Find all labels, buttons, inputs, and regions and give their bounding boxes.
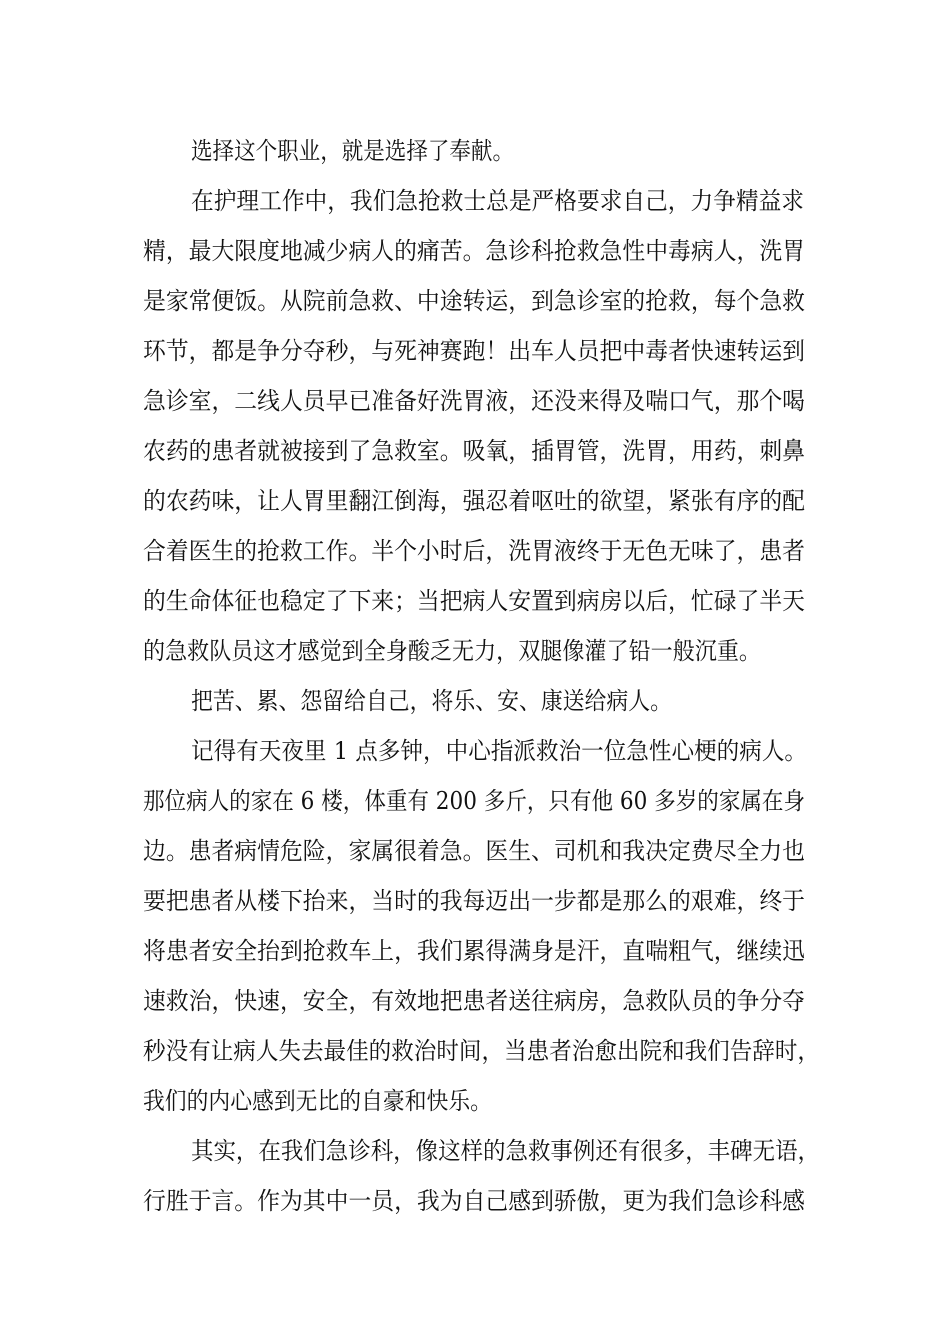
- text-line: 精，最大限度地减少病人的痛苦。急诊科抢救急性中毒病人，洗胃: [143, 237, 805, 265]
- text-line: 速救治，快速，安全，有效地把患者送往病房，急救队员的争分夺: [143, 987, 805, 1015]
- text-line: 行胜于言。作为其中一员，我为自己感到骄傲，更为我们急诊科感: [143, 1187, 805, 1215]
- text-line: 环节，都是争分夺秒，与死神赛跑！出车人员把中毒者快速转运到: [143, 337, 805, 365]
- text-line: 秒没有让病人失去最佳的救治时间，当患者治愈出院和我们告辞时，: [143, 1037, 820, 1065]
- text-line: 的生命体征也稳定了下来；当把病人安置到病房以后，忙碌了半天: [143, 587, 805, 615]
- text-line: 将患者安全抬到抢救车上，我们累得满身是汗，直喘粗气，继续迅: [143, 937, 805, 965]
- text-line: 的急救队员这才感觉到全身酸乏无力，双腿像灌了铅一般沉重。: [143, 637, 761, 665]
- text-line: 是家常便饭。从院前急救、中途转运，到急诊室的抢救，每个急救: [143, 287, 805, 315]
- text-line: 要把患者从楼下抬来，当时的我每迈出一步都是那么的艰难，终于: [143, 887, 805, 915]
- text-line: 的农药味，让人胃里翻江倒海，强忍着呕吐的欲望，紧张有序的配: [143, 487, 805, 515]
- text-line: 选择这个职业，就是选择了奉献。: [191, 137, 514, 165]
- text-line: 合着医生的抢救工作。半个小时后，洗胃液终于无色无味了，患者: [143, 537, 805, 565]
- text-line: 把苦、累、怨留给自己，将乐、安、康送给病人。: [191, 687, 672, 715]
- text-line: 那位病人的家在 6 楼，体重有 200 多斤，只有他 60 多岁的家属在身: [143, 787, 805, 815]
- text-line: 我们的内心感到无比的自豪和快乐。: [143, 1087, 492, 1115]
- text-line: 急诊室，二线人员早已准备好洗胃液，还没来得及喘口气，那个喝: [143, 387, 805, 415]
- text-line: 其实，在我们急诊科，像这样的急救事例还有很多，丰碑无语，: [191, 1137, 820, 1165]
- text-line: 边。患者病情危险，家属很着急。医生、司机和我决定费尽全力也: [143, 837, 805, 865]
- text-line: 记得有天夜里 1 点多钟，中心指派救治一位急性心梗的病人。: [191, 737, 807, 765]
- text-line: 农药的患者就被接到了急救室。吸氧，插胃管，洗胃，用药，刺鼻: [143, 437, 805, 465]
- text-line: 在护理工作中，我们急抢救士总是严格要求自己，力争精益求: [191, 187, 804, 215]
